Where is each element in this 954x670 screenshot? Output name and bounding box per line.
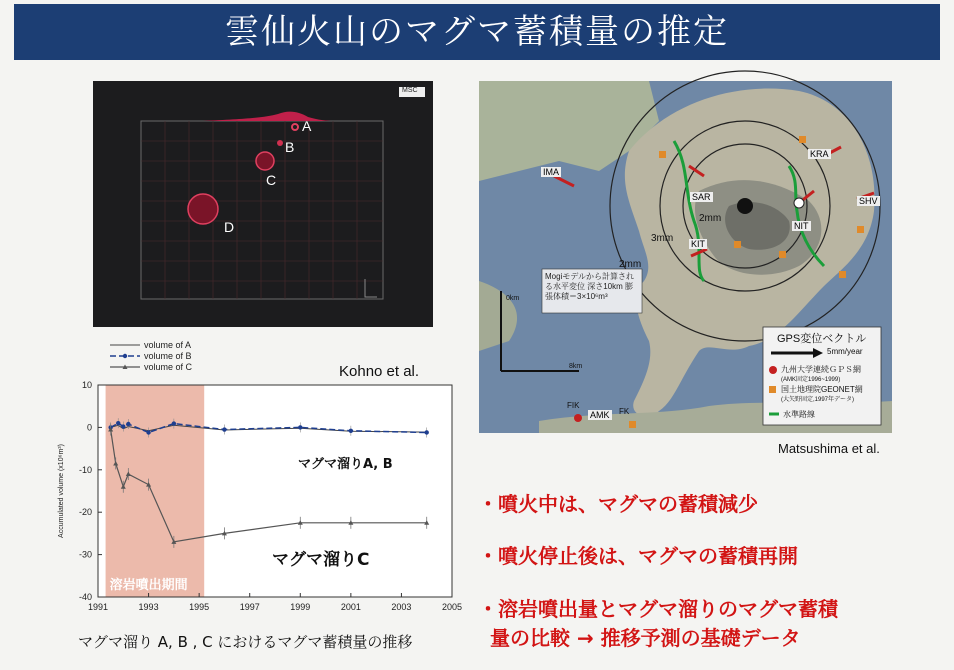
station-ima: IMA <box>543 167 560 177</box>
station-kra: KRA <box>810 149 829 159</box>
contour-2mm-outer: 2mm <box>619 259 642 270</box>
magma-source-image <box>93 81 433 327</box>
station-sar: SAR <box>692 192 711 202</box>
y-tick-label: 10 <box>81 380 92 390</box>
scale-0km: 0km <box>506 295 520 302</box>
station-nit: NIT <box>794 221 809 231</box>
legend-label: volume of C <box>144 362 193 372</box>
model-note: Mogiモデルから計算される水平変位 深さ10km 膨張体積＝3×10⁶m³ <box>545 272 634 301</box>
annotation-ab: マグマ溜りA, B <box>298 457 393 472</box>
source-label-b: B <box>285 139 295 155</box>
credit-kohno: Kohno et al. <box>339 363 420 380</box>
contour-3mm: 3mm <box>651 233 674 244</box>
badge-label: MSC <box>402 87 418 94</box>
gps-map <box>479 81 892 433</box>
annotation-c: マグマ溜りC <box>272 550 370 570</box>
legend-title: GPS変位ベクトル <box>777 333 867 345</box>
title-bar <box>14 4 940 60</box>
legend-item1: 九州大学連続ＧＰＳ網 <box>781 365 861 374</box>
x-tick-label: 1999 <box>290 602 311 612</box>
credit-matsushima: Matsushima et al. <box>778 441 880 456</box>
y-tick-label: -40 <box>78 592 92 602</box>
data-point <box>298 425 302 429</box>
data-point <box>121 424 125 428</box>
x-tick-label: 1993 <box>138 602 159 612</box>
legend-label: volume of A <box>144 340 192 350</box>
bullet-2: ・噴火停止後は、マグマの蓄積再開 <box>478 544 798 568</box>
station-amk: AMK <box>590 410 610 420</box>
x-tick-label: 2005 <box>441 602 463 612</box>
y-tick-label: -10 <box>78 464 92 475</box>
station-kit: KIT <box>691 239 706 249</box>
contour-2mm-inner: 2mm <box>699 213 722 224</box>
bullet-3: ・溶岩噴出量とマグマ溜りのマグマ蓄積 <box>478 597 838 621</box>
data-point <box>146 430 150 434</box>
volume-chart <box>40 335 463 620</box>
data-point <box>425 430 429 434</box>
legend-item2: 国土地理院GEONET網 <box>781 385 863 394</box>
x-tick-label: 1995 <box>189 602 210 612</box>
x-tick-label: 2001 <box>340 602 361 612</box>
volume-chart-svg <box>40 335 463 620</box>
station-fik: FIK <box>567 401 580 410</box>
bullet-4: 量の比較 → 推移予測の基礎データ <box>490 626 801 650</box>
y-tick-label: -30 <box>78 549 92 560</box>
legend-item3: 水準路線 <box>783 410 815 419</box>
eruption-period-label: 溶岩噴出期間 <box>109 578 188 593</box>
x-tick-label: 1991 <box>87 602 109 612</box>
legend-item1-sub: (AMK固定1996~1999) <box>781 377 841 383</box>
data-point <box>222 427 226 431</box>
bullet-1: ・噴火中は、マグマの蓄積減少 <box>478 492 758 516</box>
y-axis-label: Accumulated volume (x10⁶m³) <box>58 444 65 538</box>
data-point <box>116 421 120 425</box>
data-point <box>126 422 130 426</box>
station-fk: FK <box>619 407 630 416</box>
legend-item2-sub: (大矢野固定,1997年データ) <box>781 397 855 403</box>
station-shv: SHV <box>859 196 878 206</box>
y-tick-label: -20 <box>78 507 92 518</box>
source-label-a: A <box>302 118 312 134</box>
data-point <box>172 421 176 425</box>
source-label-d: D <box>224 219 235 235</box>
source-label-c: C <box>266 172 277 188</box>
data-point <box>349 429 353 433</box>
eruption-period-band <box>106 385 205 597</box>
legend-arrow-label: 5mm/year <box>827 347 863 356</box>
chart-caption: マグマ溜り A, B , C におけるマグマ蓄積量の推移 <box>78 633 413 651</box>
legend-label: volume of B <box>144 351 192 361</box>
slide-title: 雲仙火山のマグマ蓄積量の推定 <box>225 12 729 52</box>
scale-8km: 8km <box>569 363 583 370</box>
y-tick-label: 0 <box>86 422 92 433</box>
x-tick-label: 2003 <box>391 602 412 612</box>
legend-marker <box>123 354 127 358</box>
x-tick-label: 1997 <box>239 602 260 612</box>
